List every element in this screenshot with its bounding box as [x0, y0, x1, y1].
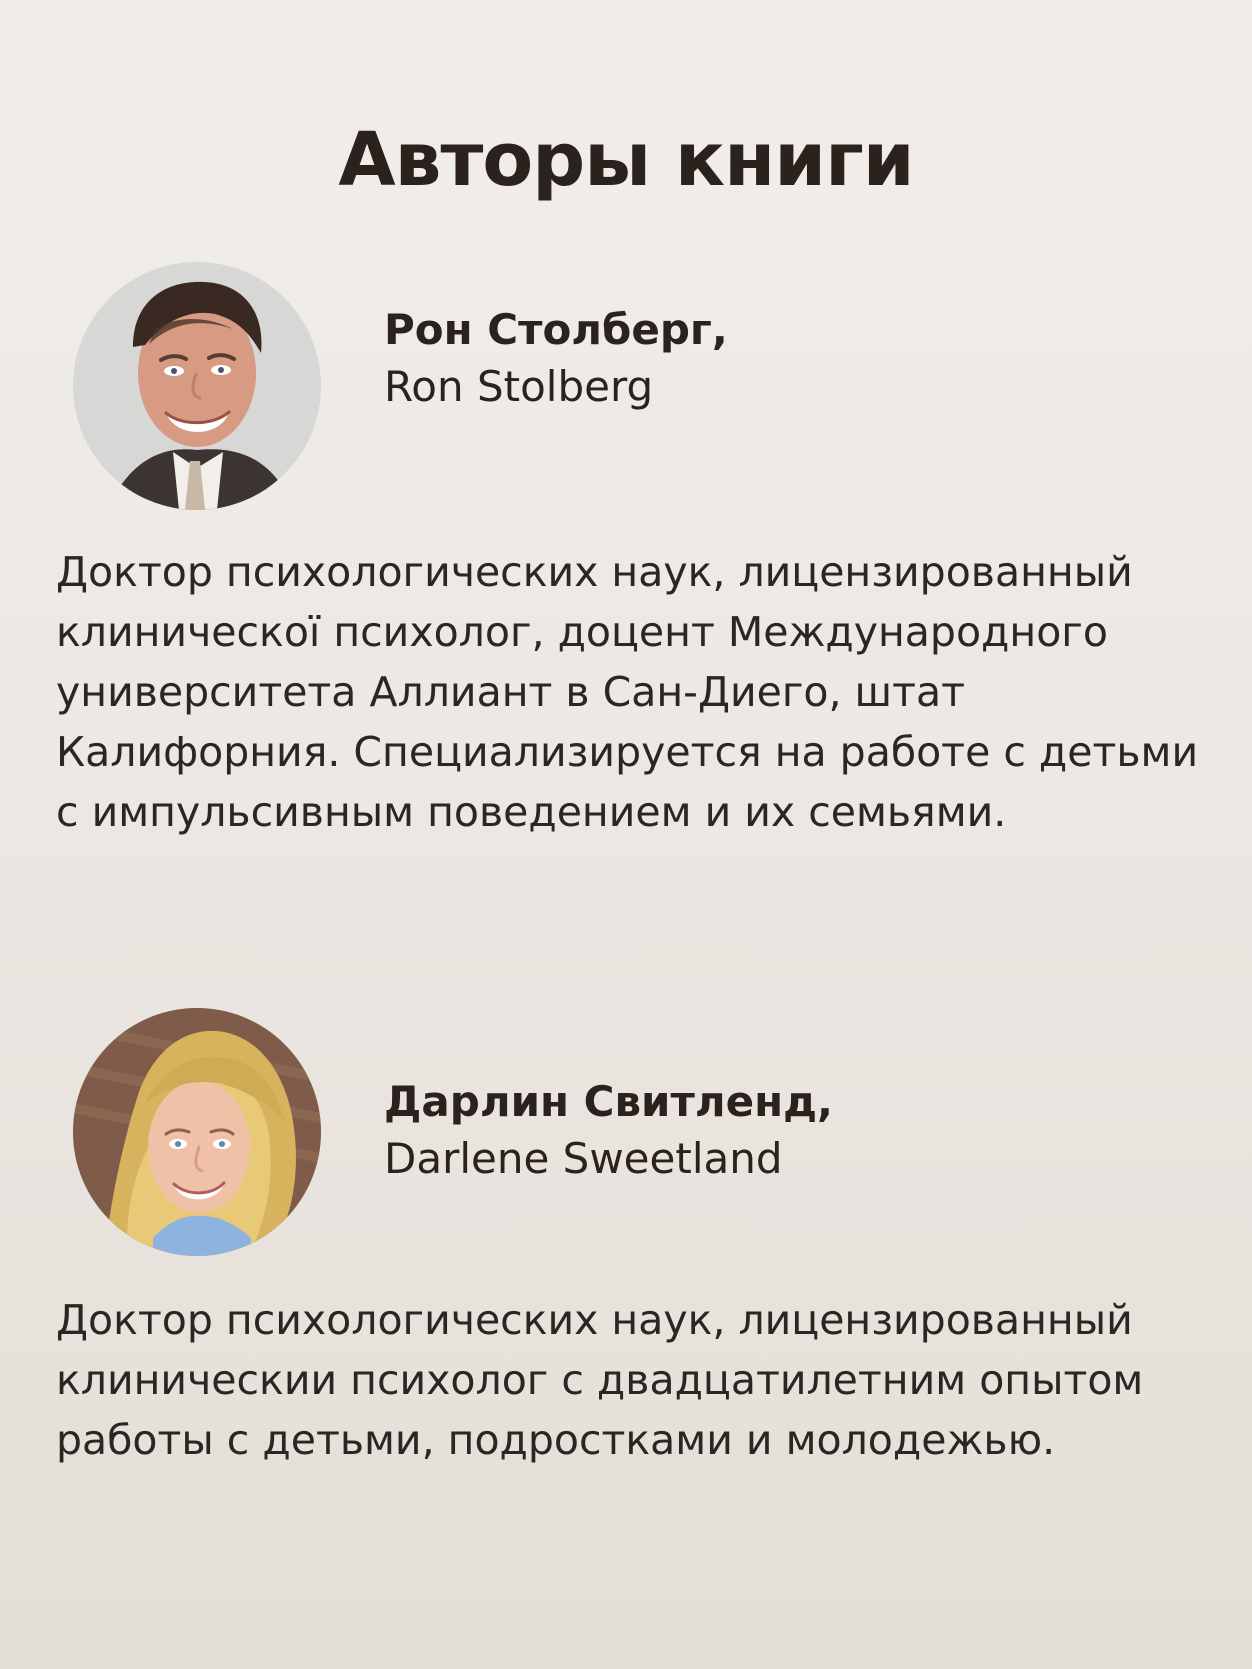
- author-name-en: Darlene Sweetland: [384, 1134, 783, 1183]
- author-photo-darlene-sweetland: [73, 1008, 321, 1256]
- author-name-block: [384, 1074, 1204, 1188]
- person-photo-icon: [73, 262, 321, 510]
- author-photo-ron-stolberg: [73, 262, 321, 510]
- page-title: Авторы книги: [338, 116, 914, 203]
- author-bio: Доктор психологических наук, лицензированный клиническии психолог с двадцатилетним опытом работы с детьми, подростками и молодежью.: [56, 1296, 1144, 1464]
- author-name-ru: Рон Столберг,: [384, 305, 728, 354]
- person-photo-icon: [73, 1008, 321, 1256]
- author-bio: Доктор психологических наук, лицензированный клиническої психолог, доцент Международного университета Аллиант в Сан-Диего, штат Калифорния. Специализируется на работе с детьми с импульсивным поведением и их семьями.: [56, 548, 1199, 836]
- author-name-block: [384, 302, 1204, 416]
- author-name-en: Ron Stolberg: [384, 362, 654, 411]
- author-name-ru: Дарлин Свитленд,: [384, 1077, 833, 1126]
